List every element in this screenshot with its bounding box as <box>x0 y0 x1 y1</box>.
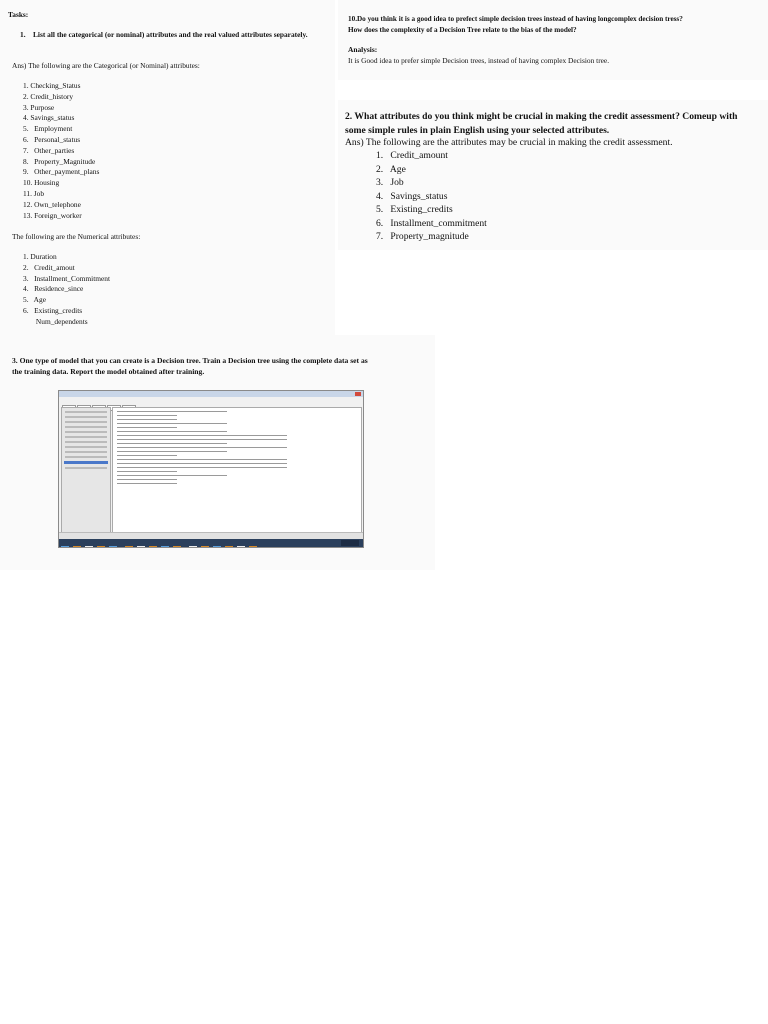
list-item: 1. Checking_Status <box>23 81 81 90</box>
crucial-list <box>376 149 487 244</box>
weka-screenshot <box>58 390 364 548</box>
window-titlebar <box>59 391 363 397</box>
numerical-heading: The following are the Numerical attributes: <box>12 232 141 241</box>
list-item: 2. Credit_amout <box>23 262 75 272</box>
list-item: 5. Age <box>23 295 46 305</box>
list-item: 1. Duration <box>23 252 57 261</box>
list-item: Num_dependents <box>23 316 88 326</box>
ans-categorical: Ans) The following are the Categorical (or Nominal) attributes: <box>12 61 200 70</box>
list-item: 6. Installment_commitment <box>376 217 487 229</box>
list-item: 10. Housing <box>23 178 60 188</box>
q2-text: 2. What attributes do you think might be crucial in making the credit assessment? Comeup with some simple rules in plain English using your selected attributes. <box>345 111 738 136</box>
list-item: 2. Age <box>376 163 406 175</box>
list-item: 13. Foreign_worker <box>23 210 82 220</box>
list-item: 5. Existing_credits <box>376 204 453 215</box>
analysis-heading: Analysis: <box>348 45 378 54</box>
list-item: 12. Own_telephone <box>23 199 81 209</box>
list-item: 4. Savings_status <box>376 190 448 202</box>
classifier-output <box>112 407 362 535</box>
list-item: 11. Job <box>23 188 45 198</box>
q3-text: 3. One type of model that you can create is a Decision tree. Train a Decision tree using the complete data set as the training data. Report the model obtained after training. <box>12 356 368 376</box>
right-top-section <box>338 0 768 80</box>
list-item: 9. Other_payment_plans <box>23 167 100 177</box>
list-item: 7. Property_magnitude <box>376 231 469 242</box>
q1-text: List all the categorical (or nominal) attributes and the real valued attributes separately. <box>33 30 308 39</box>
taskbar <box>59 539 363 547</box>
list-item: 8. Property_Magnitude <box>23 156 96 166</box>
list-item: 3. Job <box>376 177 404 188</box>
list-item: 3. Installment_Commitment <box>23 273 111 283</box>
categorical-list <box>23 81 99 221</box>
list-item: 6. Personal_status <box>23 134 81 144</box>
list-item: 7. Other_parties <box>23 145 75 155</box>
list-item: 5. Employment <box>23 124 73 134</box>
list-item: 6. Existing_credits <box>23 305 83 315</box>
classifier-panel <box>61 407 111 535</box>
analysis-text: It is Good idea to prefer simple Decision trees, instead of having complex Decision tree. <box>348 56 610 65</box>
list-item: 1. Credit_amount <box>376 150 448 161</box>
q10-text: 10.Do you think it is a good idea to prefect simple decision trees instead of having longcomplex decision tress? How does the complexity of a Decision Tree relate to the bias of the model? <box>348 15 683 34</box>
tab-bar <box>62 398 142 403</box>
list-item: 4. Savings_status <box>23 113 75 123</box>
close-icon <box>355 392 361 396</box>
list-item: 3. Purpose <box>23 102 55 112</box>
list-item: 4. Residence_since <box>23 284 84 294</box>
clock-icon <box>341 540 359 546</box>
tasks-heading: Tasks: <box>8 10 29 19</box>
q2-answer: Ans) The following are the attributes may be crucial in making the credit assessment. <box>345 137 673 148</box>
q1-number: 1. <box>20 30 26 39</box>
list-item: 2. Credit_history <box>23 91 74 101</box>
numerical-list <box>23 252 110 328</box>
status-bar <box>59 532 363 539</box>
